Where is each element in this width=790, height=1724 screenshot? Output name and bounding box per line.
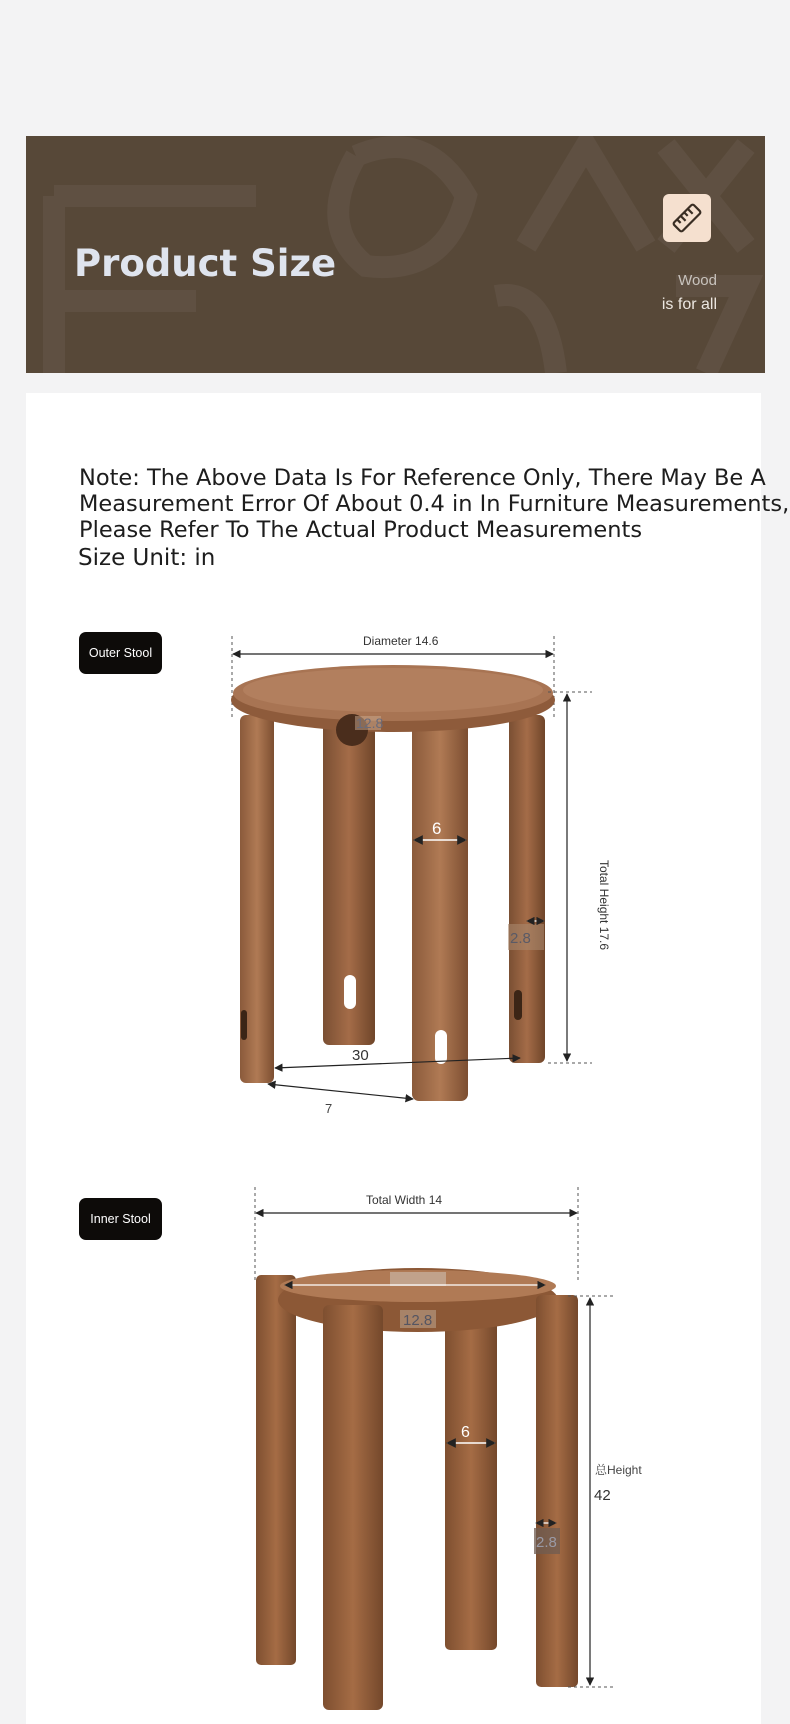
inner-height-label: 总Height: [595, 1463, 642, 1477]
outer-height-label: Total Height 17.6: [597, 860, 611, 951]
inner-width-label: Total Width 14: [366, 1193, 443, 1207]
inner-seat-label: 12.8: [403, 1312, 433, 1329]
inner-height-value: 42: [594, 1487, 611, 1504]
outer-leg-depth-label: 2.8: [510, 930, 531, 947]
page-title: Product Size: [74, 242, 337, 285]
outer-diameter-label: Diameter 14.6: [363, 634, 439, 648]
inner-leg-front-right: [536, 1295, 578, 1687]
inner-leg-width-label: 6: [461, 1424, 470, 1441]
outer-leg-width-label: 6: [432, 819, 442, 838]
inner-leg-back-center: [445, 1300, 497, 1650]
inner-leg-depth-label: 2.8: [536, 1534, 557, 1551]
outer-span-label: 30: [352, 1047, 369, 1064]
tagline-line-2: is for all: [661, 296, 717, 313]
outer-corner-label: 7: [325, 1101, 333, 1116]
tagline-line-1: Wood: [678, 272, 717, 289]
inner-leg-front-left: [323, 1305, 383, 1710]
inner-stool-label-text: Inner Stool: [90, 1212, 151, 1226]
inner-leg-back-left: [256, 1275, 296, 1665]
measurement-note: Note: The Above Data Is For Reference Only, There May Be A Measurement Error Of About 0.4 in In Furniture Measurements, Please Refer To The Actual Product Measurements: [79, 465, 790, 543]
size-unit: Size Unit: in: [78, 545, 216, 571]
outer-seat-label: 12.8: [356, 715, 384, 731]
outer-stool-label-text: Outer Stool: [88, 646, 153, 660]
